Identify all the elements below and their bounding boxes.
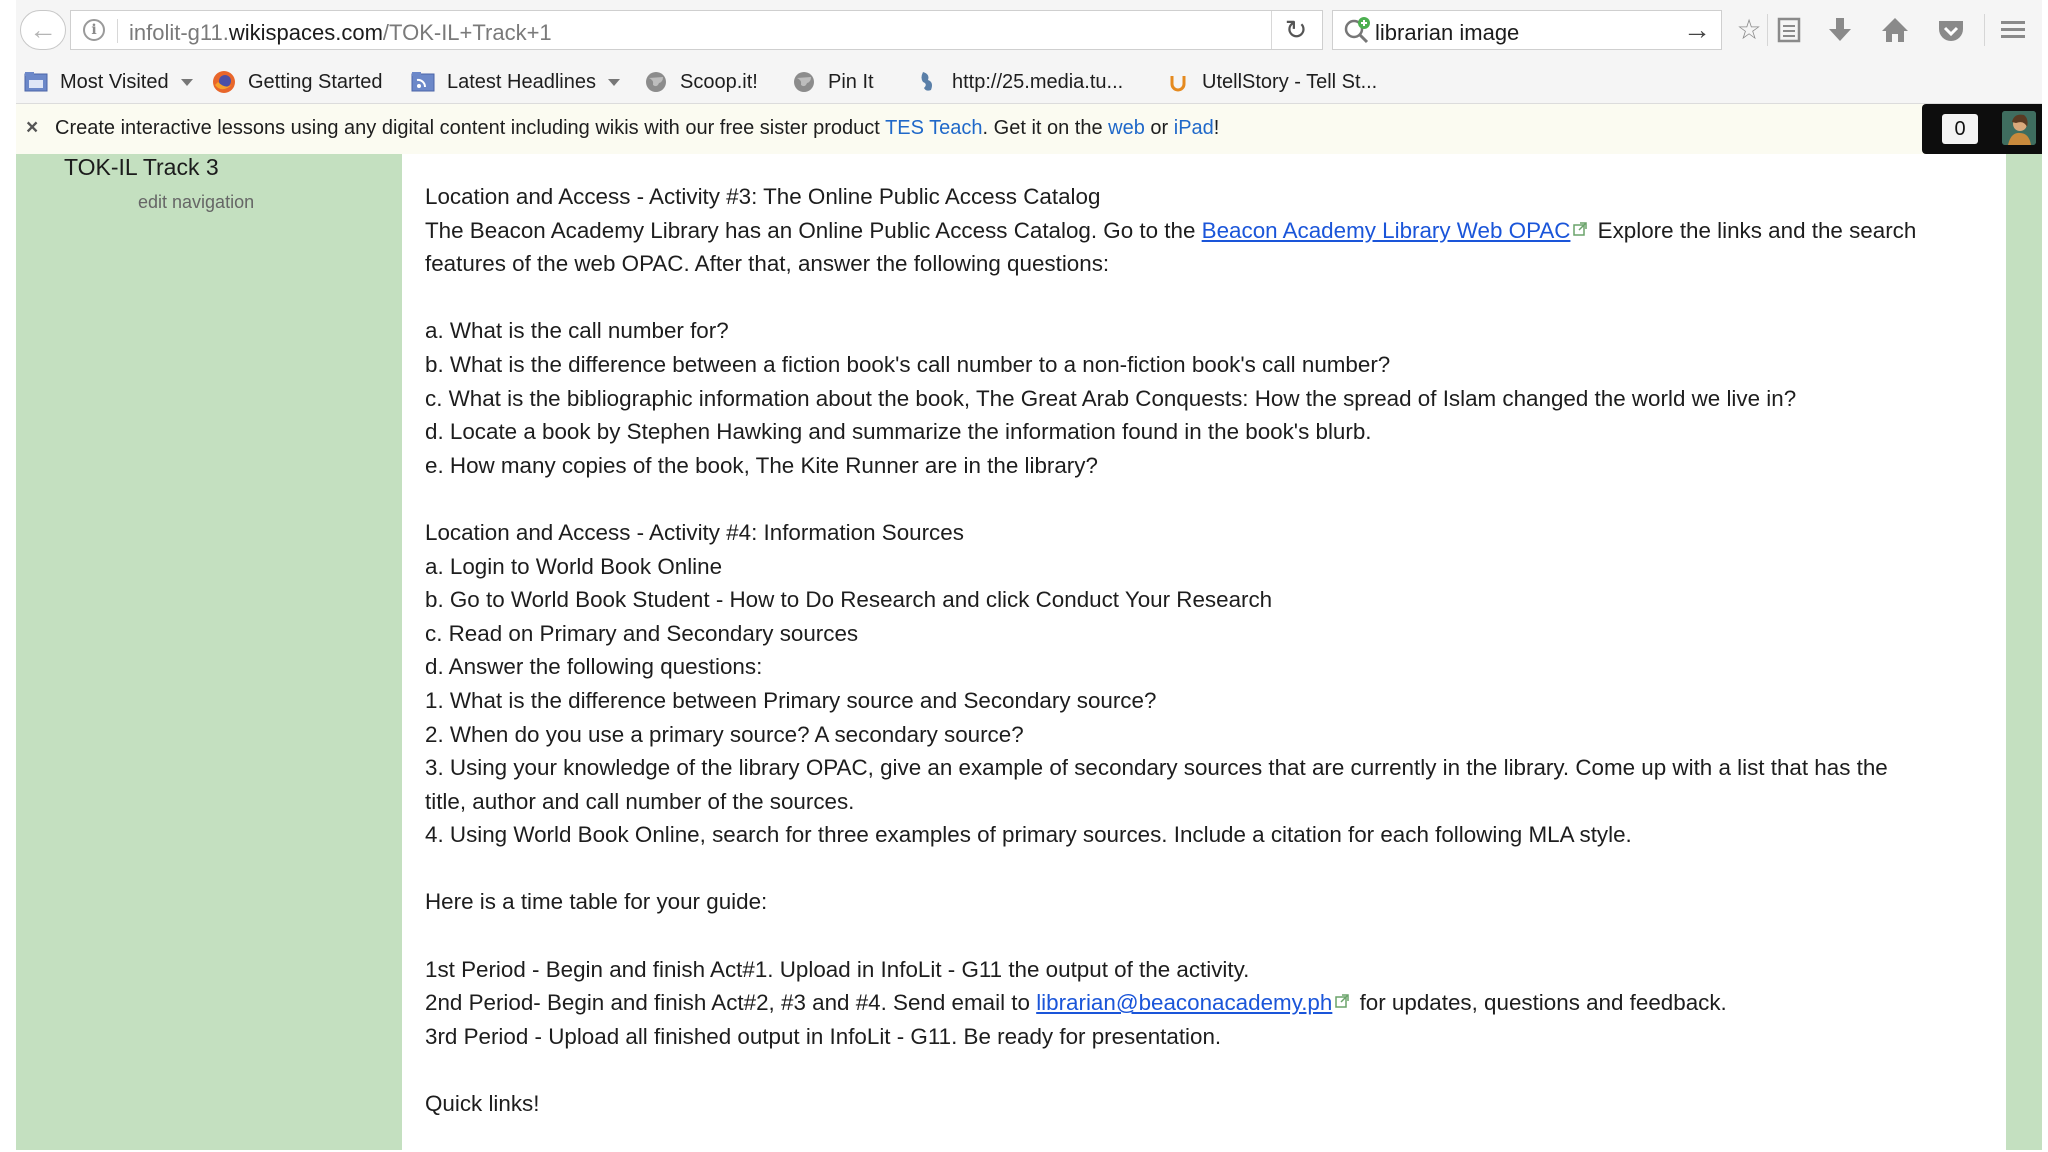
browser-window bbox=[16, 0, 2042, 1150]
paragraph-gap bbox=[425, 919, 1935, 953]
list-item: b. What is the difference between a fiction book's call number to a non-fiction book's call number? bbox=[425, 351, 1391, 377]
close-icon[interactable]: × bbox=[26, 116, 39, 139]
tumblr-icon bbox=[916, 70, 940, 94]
url-bar[interactable] bbox=[70, 10, 1323, 50]
notice-text-part: . Get it on the bbox=[982, 117, 1109, 139]
back-arrow-icon: ← bbox=[29, 14, 57, 45]
list-item: a. What is the call number for? bbox=[425, 318, 729, 344]
list-item: c. What is the bibliographic information about the book, The Great Arab Conquests: How the spread of Islam changed the world we live in? bbox=[425, 385, 1797, 411]
list-item: c. Read on Primary and Secondary sources bbox=[425, 620, 859, 646]
toolbar-divider bbox=[1767, 14, 1768, 46]
web-link[interactable]: web bbox=[1108, 117, 1145, 139]
globe-icon bbox=[792, 70, 816, 94]
paragraph-gap bbox=[425, 281, 1935, 315]
search-engine-icon[interactable] bbox=[1342, 15, 1372, 45]
list-item: b. Go to World Book Student - How to Do Research and click Conduct Your Research bbox=[425, 587, 1273, 613]
bookmark-label: Pin It bbox=[828, 70, 874, 93]
bookmark-pin-it[interactable] bbox=[792, 67, 874, 97]
firefox-icon bbox=[212, 70, 236, 94]
reload-divider bbox=[1271, 11, 1272, 49]
bookmarks-bar bbox=[16, 60, 2042, 104]
notice-text-part: ! bbox=[1213, 117, 1220, 139]
sidebar-title[interactable]: TOK-IL Track 3 bbox=[64, 154, 219, 180]
promo-notice-bar bbox=[16, 104, 2042, 154]
chevron-down-icon bbox=[181, 79, 193, 86]
url-divider bbox=[117, 19, 118, 43]
bookmark-label: UtellStory - Tell St... bbox=[1202, 70, 1378, 93]
notification-widget[interactable] bbox=[1922, 104, 2042, 154]
right-margin-strip bbox=[2006, 154, 2042, 1150]
list-item: d. Locate a book by Stephen Hawking and summarize the information found in the book's blurb. bbox=[425, 419, 1372, 445]
toolbar-divider bbox=[1984, 14, 1985, 46]
period-3-text: 3rd Period - Upload all finished output in InfoLit - G11. Be ready for presentation. bbox=[425, 1023, 1222, 1049]
edit-navigation-link[interactable]: edit navigation bbox=[138, 192, 255, 212]
external-link-icon bbox=[1335, 994, 1349, 1008]
download-icon[interactable] bbox=[1823, 13, 1857, 47]
intro-text-part: Explore the links and the search features of the web OPAC. After that, answer the following questions: bbox=[425, 217, 1917, 277]
activity3-intro bbox=[425, 214, 1935, 281]
globe-icon bbox=[644, 70, 668, 94]
chevron-down-icon bbox=[608, 79, 620, 86]
paragraph-gap bbox=[425, 852, 1935, 886]
period-2-text bbox=[425, 986, 1935, 1020]
intro-text-part: The Beacon Academy Library has an Online Public Access Catalog. Go to the bbox=[425, 217, 1202, 243]
paragraph-gap bbox=[425, 482, 1935, 516]
list-item: 4. Using World Book Online, search for three examples of primary sources. Include a citation for each following MLA style. bbox=[425, 822, 1632, 848]
quick-links-heading: Quick links! bbox=[425, 1091, 540, 1117]
external-link-icon bbox=[1573, 222, 1587, 236]
info-icon[interactable]: i bbox=[83, 19, 105, 41]
folder-icon bbox=[24, 70, 48, 94]
period-text-part: for updates, questions and feedback. bbox=[1353, 990, 1727, 1016]
activity4-heading: Location and Access - Activity #4: Information Sources bbox=[425, 519, 964, 545]
paragraph-gap bbox=[425, 1053, 1935, 1087]
list-item: 2. When do you use a primary source? A secondary source? bbox=[425, 721, 1024, 747]
search-go-arrow-icon[interactable]: → bbox=[1683, 14, 1711, 45]
period-1-text: 1st Period - Begin and finish Act#1. Upload in InfoLit - G11 the output of the activity. bbox=[425, 956, 1250, 982]
wiki-sidebar bbox=[16, 154, 402, 1150]
pocket-icon[interactable] bbox=[1934, 13, 1968, 47]
bookmark-label: Scoop.it! bbox=[680, 70, 758, 93]
list-item: 3. Using your knowledge of the library OPAC, give an example of secondary sources that are currently in the library. Come up with a list that has the title, author and call number of the sources. bbox=[425, 755, 1888, 814]
back-button[interactable] bbox=[20, 10, 66, 50]
browser-toolbar bbox=[16, 0, 2042, 60]
period-text-part: 2nd Period- Begin and finish Act#2, #3 and #4. Send email to bbox=[425, 990, 1037, 1016]
notification-count[interactable]: 0 bbox=[1942, 114, 1978, 144]
home-icon[interactable] bbox=[1878, 13, 1912, 47]
bookmark-getting-started[interactable] bbox=[212, 67, 383, 97]
bookmark-label: Latest Headlines bbox=[447, 70, 596, 93]
rss-icon bbox=[411, 70, 435, 94]
bookmark-star-icon[interactable]: ☆ bbox=[1736, 14, 1762, 45]
url-domain: wikispaces.com bbox=[228, 20, 383, 45]
bookmark-latest-headlines[interactable] bbox=[411, 67, 620, 97]
activity3-heading: Location and Access - Activity #3: The Online Public Access Catalog bbox=[425, 184, 1101, 209]
ipad-link[interactable]: iPad bbox=[1173, 117, 1214, 139]
promo-notice-text bbox=[55, 117, 1219, 140]
librarian-email-link[interactable]: librarian@beaconacademy.ph bbox=[1036, 990, 1333, 1016]
reading-list-icon[interactable] bbox=[1772, 13, 1806, 47]
reload-icon[interactable]: ↻ bbox=[1284, 15, 1308, 45]
search-bar[interactable] bbox=[1332, 10, 1722, 50]
url-text[interactable] bbox=[129, 20, 552, 46]
bookmark-scoop-it[interactable] bbox=[644, 67, 758, 97]
opac-link[interactable]: Beacon Academy Library Web OPAC bbox=[1201, 217, 1571, 243]
notice-text-part: or bbox=[1144, 117, 1174, 139]
timetable-heading: Here is a time table for your guide: bbox=[425, 889, 768, 915]
list-item: 1. What is the difference between Primary source and Secondary source? bbox=[425, 687, 1157, 713]
bookmark-most-visited[interactable] bbox=[24, 67, 193, 97]
url-subdomain: infolit-g11. bbox=[129, 20, 229, 45]
bookmark-label: http://25.media.tu... bbox=[952, 70, 1124, 93]
wiki-page-content bbox=[425, 180, 1935, 1121]
bookmark-tumblr-media[interactable] bbox=[916, 67, 1123, 97]
bookmark-utellstory[interactable] bbox=[1166, 67, 1377, 97]
list-item: e. How many copies of the book, The Kite Runner are in the library? bbox=[425, 452, 1098, 478]
list-item: a. Login to World Book Online bbox=[425, 553, 723, 579]
avatar[interactable] bbox=[2002, 111, 2036, 145]
bookmark-label: Most Visited bbox=[60, 70, 169, 93]
hamburger-menu-icon[interactable] bbox=[1996, 13, 2030, 47]
tes-teach-link[interactable]: TES Teach bbox=[885, 117, 983, 139]
url-path: /TOK-IL+Track+1 bbox=[382, 20, 552, 45]
search-input[interactable]: librarian image bbox=[1375, 20, 1520, 45]
bookmark-label: Getting Started bbox=[248, 70, 383, 93]
notice-text-part: Create interactive lessons using any digital content including wikis with our free sister product bbox=[55, 117, 886, 139]
list-item: d. Answer the following questions: bbox=[425, 654, 763, 680]
utellstory-icon bbox=[1166, 70, 1190, 94]
